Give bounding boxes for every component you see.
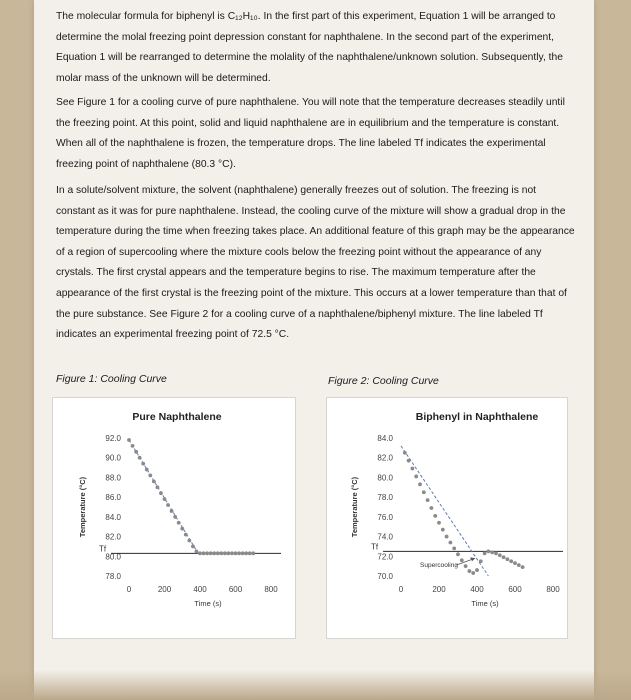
data-point xyxy=(170,509,174,513)
supercooling-annotation: Supercooling xyxy=(420,562,458,570)
x-tick-label: 400 xyxy=(193,585,207,594)
data-point xyxy=(234,551,238,555)
data-point xyxy=(456,552,460,556)
data-point xyxy=(498,553,502,557)
data-point xyxy=(506,557,510,561)
y-tick-label: 84.0 xyxy=(105,512,121,522)
data-point xyxy=(494,551,498,555)
y-tick-label: 88.0 xyxy=(105,473,121,483)
x-tick-label: 800 xyxy=(264,585,278,594)
data-point xyxy=(248,551,252,555)
x-tick-label: 400 xyxy=(470,585,484,594)
data-point xyxy=(195,549,199,553)
data-point xyxy=(141,462,145,466)
y-tick-label: 82.0 xyxy=(377,453,393,463)
data-point xyxy=(433,514,437,518)
y-tick-label: 92.0 xyxy=(105,434,121,443)
page-shadow xyxy=(0,670,631,700)
data-point xyxy=(521,565,525,569)
data-point xyxy=(159,491,163,495)
data-point xyxy=(219,551,223,555)
data-point xyxy=(230,551,234,555)
y-tick-label: 80.0 xyxy=(105,552,121,562)
data-point xyxy=(177,521,181,525)
x-tick-label: 800 xyxy=(546,585,560,594)
data-point xyxy=(227,551,231,555)
data-point xyxy=(223,551,227,555)
chart-title: Pure Naphthalene xyxy=(132,411,222,423)
data-point xyxy=(449,541,453,545)
data-point xyxy=(490,550,494,554)
y-tick-label: 78.0 xyxy=(105,572,121,581)
data-point xyxy=(422,490,426,494)
data-point xyxy=(184,533,188,537)
y-tick-label: 78.0 xyxy=(377,493,393,503)
data-point xyxy=(502,555,506,559)
data-point xyxy=(513,561,517,565)
x-tick-label: 0 xyxy=(398,585,404,594)
y-tick-label: 84.0 xyxy=(377,434,393,443)
data-point xyxy=(180,527,184,531)
data-point xyxy=(241,551,245,555)
data-point xyxy=(166,503,170,507)
data-point xyxy=(464,564,468,568)
chart-title: Biphenyl in Naphthalene xyxy=(415,411,539,423)
y-tick-label: 76.0 xyxy=(377,512,393,522)
biphenyl-in-naphthalene-plot xyxy=(327,398,567,638)
data-point xyxy=(475,568,479,572)
data-point xyxy=(509,559,513,563)
data-point xyxy=(131,444,135,448)
data-point xyxy=(163,497,167,501)
paragraph-biphenyl-formula: The molecular formula for biphenyl is C₁₂H₁₀. In the first part of this experiment, Equation 1 will be arranged to determine the molal freezing point depression constant for naphthalene. In the second part of the experiment, Equation 1 will be rearranged to determine the molality of the naphthalene/unknown solution. Subsequently, the molar mass of the unknown will be determined. xyxy=(56,11,563,84)
data-point xyxy=(209,551,213,555)
y-tick-label: 70.0 xyxy=(377,572,393,581)
data-point xyxy=(145,468,149,472)
data-point xyxy=(251,551,255,555)
data-point xyxy=(483,551,487,555)
pure-naphthalene-plot xyxy=(53,398,295,638)
data-point xyxy=(191,545,195,549)
figure-2-chart xyxy=(326,397,568,639)
data-point xyxy=(407,459,411,463)
data-point xyxy=(173,515,177,519)
document-page xyxy=(34,0,594,700)
y-tick-label: 90.0 xyxy=(105,453,121,463)
data-point xyxy=(187,539,191,543)
data-point xyxy=(452,547,456,551)
y-tick-label: 86.0 xyxy=(105,493,121,503)
data-point xyxy=(403,451,407,455)
data-point xyxy=(148,474,152,478)
tf-label: Tf xyxy=(99,544,107,554)
figure-1-chart xyxy=(52,397,296,639)
data-point xyxy=(202,551,206,555)
data-point xyxy=(460,558,464,562)
data-point xyxy=(468,569,472,573)
x-tick-label: 600 xyxy=(508,585,522,594)
data-point xyxy=(205,551,209,555)
figure-2-caption: Figure 2: Cooling Curve xyxy=(328,375,439,387)
data-point xyxy=(517,563,521,567)
x-axis-label: Time (s) xyxy=(194,599,222,608)
data-point xyxy=(237,551,241,555)
x-tick-label: 200 xyxy=(432,585,446,594)
data-point xyxy=(216,551,220,555)
y-tick-label: 80.0 xyxy=(377,473,393,483)
data-point xyxy=(134,450,138,454)
data-point xyxy=(244,551,248,555)
data-point xyxy=(418,482,422,486)
y-axis-label: Temperature (°C) xyxy=(350,476,359,538)
data-point xyxy=(152,479,156,483)
paragraph-pure-naphthalene: See Figure 1 for a cooling curve of pure naphthalene. You will note that the temperature decreases steadily until the freezing point. At this point, solid and liquid naphthalene are in equilibrium and the temperature is constant. When all of the naphthalene is frozen, the temperature drops. The line labeled Tf indicates the experimental freezing point of naphthalene (80.3 °C). xyxy=(56,97,565,170)
x-tick-label: 0 xyxy=(126,585,132,594)
data-point xyxy=(437,521,441,525)
data-point xyxy=(426,498,430,502)
data-point xyxy=(441,528,445,532)
data-point xyxy=(411,467,415,471)
y-tick-label: 72.0 xyxy=(377,552,393,562)
y-tick-label: 82.0 xyxy=(105,532,121,542)
x-tick-label: 200 xyxy=(157,585,172,594)
data-point xyxy=(445,535,449,539)
y-tick-label: 74.0 xyxy=(377,532,393,542)
figure-1-caption: Figure 1: Cooling Curve xyxy=(56,373,167,385)
tf-label: Tf xyxy=(371,542,379,552)
data-point xyxy=(156,485,160,489)
x-tick-label: 600 xyxy=(228,585,243,594)
paragraph-solute-solvent: In a solute/solvent mixture, the solvent (naphthalene) generally freezes out of solution. The freezing is not constant as it was for pure naphthalene. Instead, the cooling curve of the mixture will show a gradual drop in the temperature during the time when freezing takes place. An additional feature of this graph may be the appearance of a region of supercooling where the mixture cools below the freezing point without the appearance of any crystals. The first crystal appears and the temperature begins to rise. The maximum temperature after the appearance of the first crystal is the freezing point of the mixture. This occurs at a lower temperature than that of the pure substance. See Figure 2 for a cooling curve of a naphthalene/biphenyl mixture. The line labeled Tf indicates an experimental freezing point of 72.5 °C. xyxy=(56,185,575,341)
data-point xyxy=(487,549,491,553)
data-point xyxy=(138,456,142,460)
data-point xyxy=(479,559,483,563)
data-point xyxy=(212,551,216,555)
data-point xyxy=(127,438,131,442)
data-point xyxy=(414,475,418,479)
data-point xyxy=(198,551,202,555)
x-axis-label: Time (s) xyxy=(471,599,499,608)
annotation-arrowhead xyxy=(470,557,475,561)
trend-line xyxy=(401,446,488,576)
y-axis-label: Temperature (°C) xyxy=(78,476,87,538)
data-point xyxy=(430,506,434,510)
data-point xyxy=(471,571,475,575)
